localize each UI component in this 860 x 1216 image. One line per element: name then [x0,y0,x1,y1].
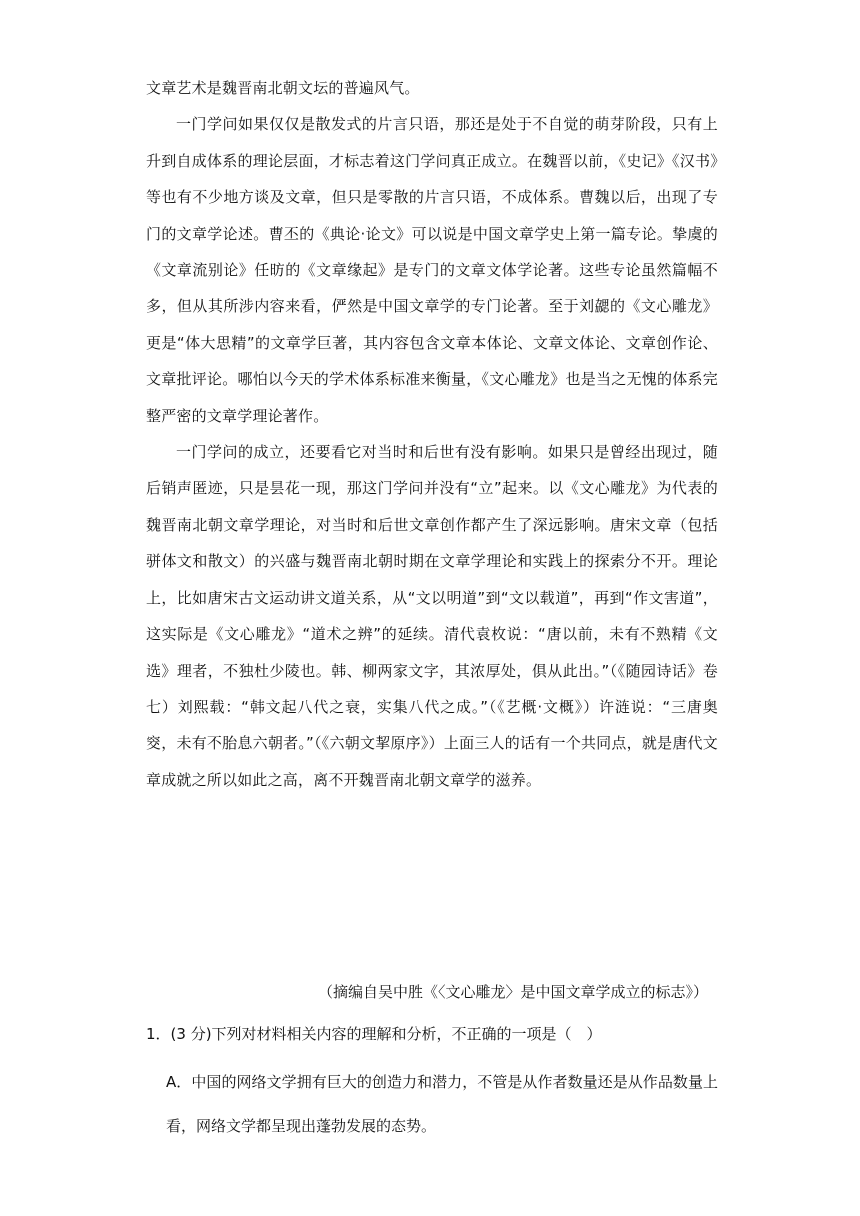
question-stem: 1．(3 分)下列对材料相关内容的理解和分析，不正确的一项是（ ） [146,1025,602,1043]
article-paragraph: 一门学问如果仅仅是散发式的片言只语，那还是处于不自觉的萌芽阶段，只有上升到自成体系的理论层面，才标志着这门学问真正成立。在魏晋以前，《史记》《汉书》等也有不少地方谈及文章，但只是零散的片言只语，不成体系。曹魏以后，出现了专门的文章学论述。曹丕的《典论·论文》可以说是中国文章学史上第一篇专论。挚虞的《文章流别论》任昉的《文章缘起》是专门的文章文体学论著。这些专论虽然篇幅不多，但从其所涉内容来看，俨然是中国文章学的专门论著。至于刘勰的《文心雕龙》更是“体大思精”的文章学巨著，其内容包含文章本体论、文章文体论、文章创作论、文章批评论。哪怕以今天的学术体系标准来衡量，《文心雕龙》也是当之无愧的体系完整严密的文章学理论著作。 [146,115,718,425]
article-source: （摘编自吴中胜《〈文心雕龙〉是中国文章学成立的标志》） [317,983,708,1001]
article-body [146,70,718,798]
article-paragraph: 文章艺术是魏晋南北朝文坛的普遍风气。 [146,79,420,97]
article-paragraph: 一门学问的成立，还要看它对当时和后世有没有影响。如果只是曾经出现过，随后销声匿迹，只是昙花一现，那这门学问并没有“立”起来。以《文心雕龙》为代表的魏晋南北朝文章学理论，对当时和后世文章创作都产生了深远影响。唐宋文章（包括骈体文和散文）的兴盛与魏晋南北朝时期在文章学理论和实践上的探索分不开。理论上，比如唐宋古文运动讲文道关系，从“文以明道”到“文以载道”，再到“作文害道”，这实际是《文心雕龙》“道术之辨”的延续。清代袁枚说：“唐以前，未有不熟精《文选》理者，不独杜少陵也。韩、柳两家文字，其浓厚处，俱从此出。”（《随园诗话》卷七）刘熙载：“韩文起八代之衰，实集八代之成。”（《艺概·文概》）许涟说：“三唐奥窔，未有不胎息六朝者。”（《六朝文挈原序》）上面三人的话有一个共同点，就是唐代文章成就之所以如此之高，离不开魏晋南北朝文章学的滋养。 [146,443,718,789]
answer-option-a: A．中国的网络文学拥有巨大的创造力和潜力，不管是从作者数量还是从作品数量上看，网络文学都呈现出蓬勃发展的态势。 [166,1073,718,1135]
